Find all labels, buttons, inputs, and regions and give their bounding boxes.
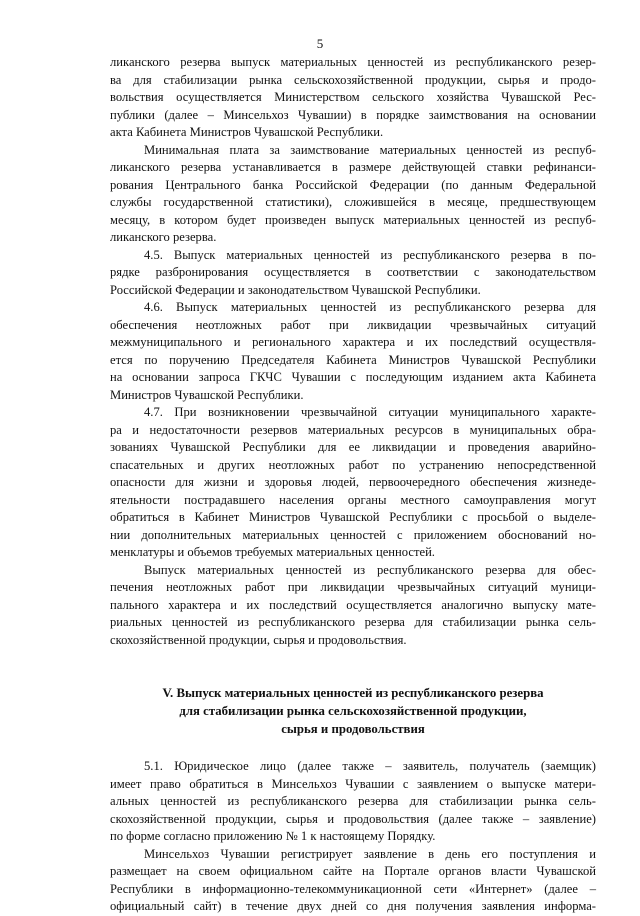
text-line: скохозяйственной продукции, сырья и продовольствия (далее также – заявление) — [110, 811, 596, 826]
text-line: ра и недостаточности резервов материальных ресурсов в муниципальных обра- — [110, 422, 596, 437]
text-line: размещает на своем официальном сайте на Портале органов власти Чувашской — [110, 864, 596, 878]
text-line: месяцу, в котором будет произведен выпуск материальных ценностей из респуб- — [110, 212, 596, 227]
text-line: официальный сайт) в течение двух дней со дня получения заявления информа- — [110, 899, 596, 913]
text-line: ятельности пострадавшего населения органы местного самоуправления могут — [110, 492, 596, 507]
text-line: спасательных и других неотложных работ по устранению непосредственной — [110, 457, 596, 472]
text-line: менклатуры и объемов требуемых материальных ценностей. — [110, 545, 435, 559]
text-line: службы государственной статистики), сложившейся в месяце, предшествующем — [110, 195, 596, 209]
heading-line: V. Выпуск материальных ценностей из республиканского резерва — [162, 686, 544, 700]
paragraph-4-5 — [110, 247, 596, 300]
paragraph-registration — [110, 846, 596, 916]
text-line: Выпуск материальных ценностей из республиканского резерва для обес- — [144, 562, 596, 577]
text-line: Министров Чувашской Республики. — [110, 387, 304, 402]
text-line: Минсельхоз Чувашии регистрирует заявление в день его поступления и — [144, 846, 596, 861]
text-line: межмуниципального и регионального характера и их последствий осуществля- — [110, 335, 596, 349]
heading-line: для стабилизации рынка сельскохозяйственной продукции, — [179, 704, 527, 718]
paragraph-continuation — [110, 54, 596, 142]
text-line: зованиях Чувашской Республики для ее ликвидации и проведения аварийно- — [110, 440, 596, 454]
text-line: акта Кабинета Министров Чувашской Республики. — [110, 125, 384, 139]
text-line: 4.5. Выпуск материальных ценностей из республиканского резерва в по- — [144, 247, 596, 262]
text-line: скохозяйственной продукции, сырья и продовольствия. — [110, 632, 407, 647]
heading-line: сырья и продовольствия — [281, 722, 425, 736]
section-heading — [110, 684, 596, 738]
text-line: 4.6. Выпуск материальных ценностей из республиканского резерва для — [144, 300, 596, 314]
text-line: пального характера и их последствий осуществляется аналогично выпуску мате- — [110, 597, 596, 612]
text-line: 4.7. При возникновении чрезвычайной ситуации муниципального характе- — [144, 405, 596, 419]
text-line: 5.1. Юридическое лицо (далее также – заявитель, получатель (заемщик) — [144, 759, 596, 773]
document-body — [110, 54, 596, 916]
text-line: имеет право обратиться в Минсельхоз Чувашии с заявлением о выпуске матери- — [110, 776, 596, 791]
paragraph-5-1 — [110, 758, 596, 846]
text-line: ликанского резерва устанавливается в размере действующей ставки рефинанси- — [110, 160, 596, 174]
text-line: ликанского резерва выпуск материальных ценностей из республиканского резер- — [110, 55, 596, 69]
text-line: рования Центрального банка Российской Федерации (по данным Федеральной — [110, 177, 596, 192]
page-number: 5 — [316, 36, 324, 51]
text-line: ликанского резерва. — [110, 230, 217, 244]
paragraph-municipal-release — [110, 562, 596, 650]
text-line: альных ценностей из республиканского резерва для стабилизации рынка сель- — [110, 794, 596, 808]
text-line: ва для стабилизации рынка сельскохозяйственной продукции, сырья и продо- — [110, 72, 596, 87]
text-line: опасности для жизни и здоровья людей, первоочередного обеспечения жизнеде- — [110, 475, 596, 489]
text-line: Минимальная плата за заимствование материальных ценностей из респуб- — [144, 142, 596, 157]
paragraph-4-7 — [110, 404, 596, 562]
text-line: по форме согласно приложению № 1 к настоящему Порядку. — [110, 829, 436, 843]
text-line: публики (далее – Минсельхоз Чувашии) в порядке заимствования на основании — [110, 107, 596, 122]
paragraph-4-6 — [110, 299, 596, 404]
text-line: Республики в информационно-телекоммуникационной сети «Интернет» (далее – — [110, 881, 596, 896]
text-line: рядке разбронирования осуществляется в соответствии с законодательством — [110, 265, 596, 279]
text-line: обратиться в Кабинет Министров Чувашской Республики с просьбой о выделе- — [110, 510, 596, 524]
text-line: Российской Федерации и законодательством Чувашской Республики. — [110, 282, 481, 297]
paragraph-minimal-fee — [110, 142, 596, 247]
text-line: обеспечения неотложных работ при ликвидации чрезвычайных ситуаций — [110, 317, 596, 332]
text-line: нии дополнительных материальных ценностей с приложением обоснований но- — [110, 527, 596, 542]
text-line: риальных ценностей из республиканского резерва для стабилизации рынка сель- — [110, 615, 596, 629]
text-line: на основании запроса ГКЧС Чувашии с последующим изданием акта Кабинета — [110, 370, 596, 384]
text-line: вольствия осуществляется Министерством сельского хозяйства Чувашской Рес- — [110, 90, 596, 104]
text-line: печения неотложных работ при ликвидации чрезвычайных ситуаций муници- — [110, 580, 596, 594]
text-line: ется по поручению Председателя Кабинета Министров Чувашской Республики — [110, 352, 596, 367]
